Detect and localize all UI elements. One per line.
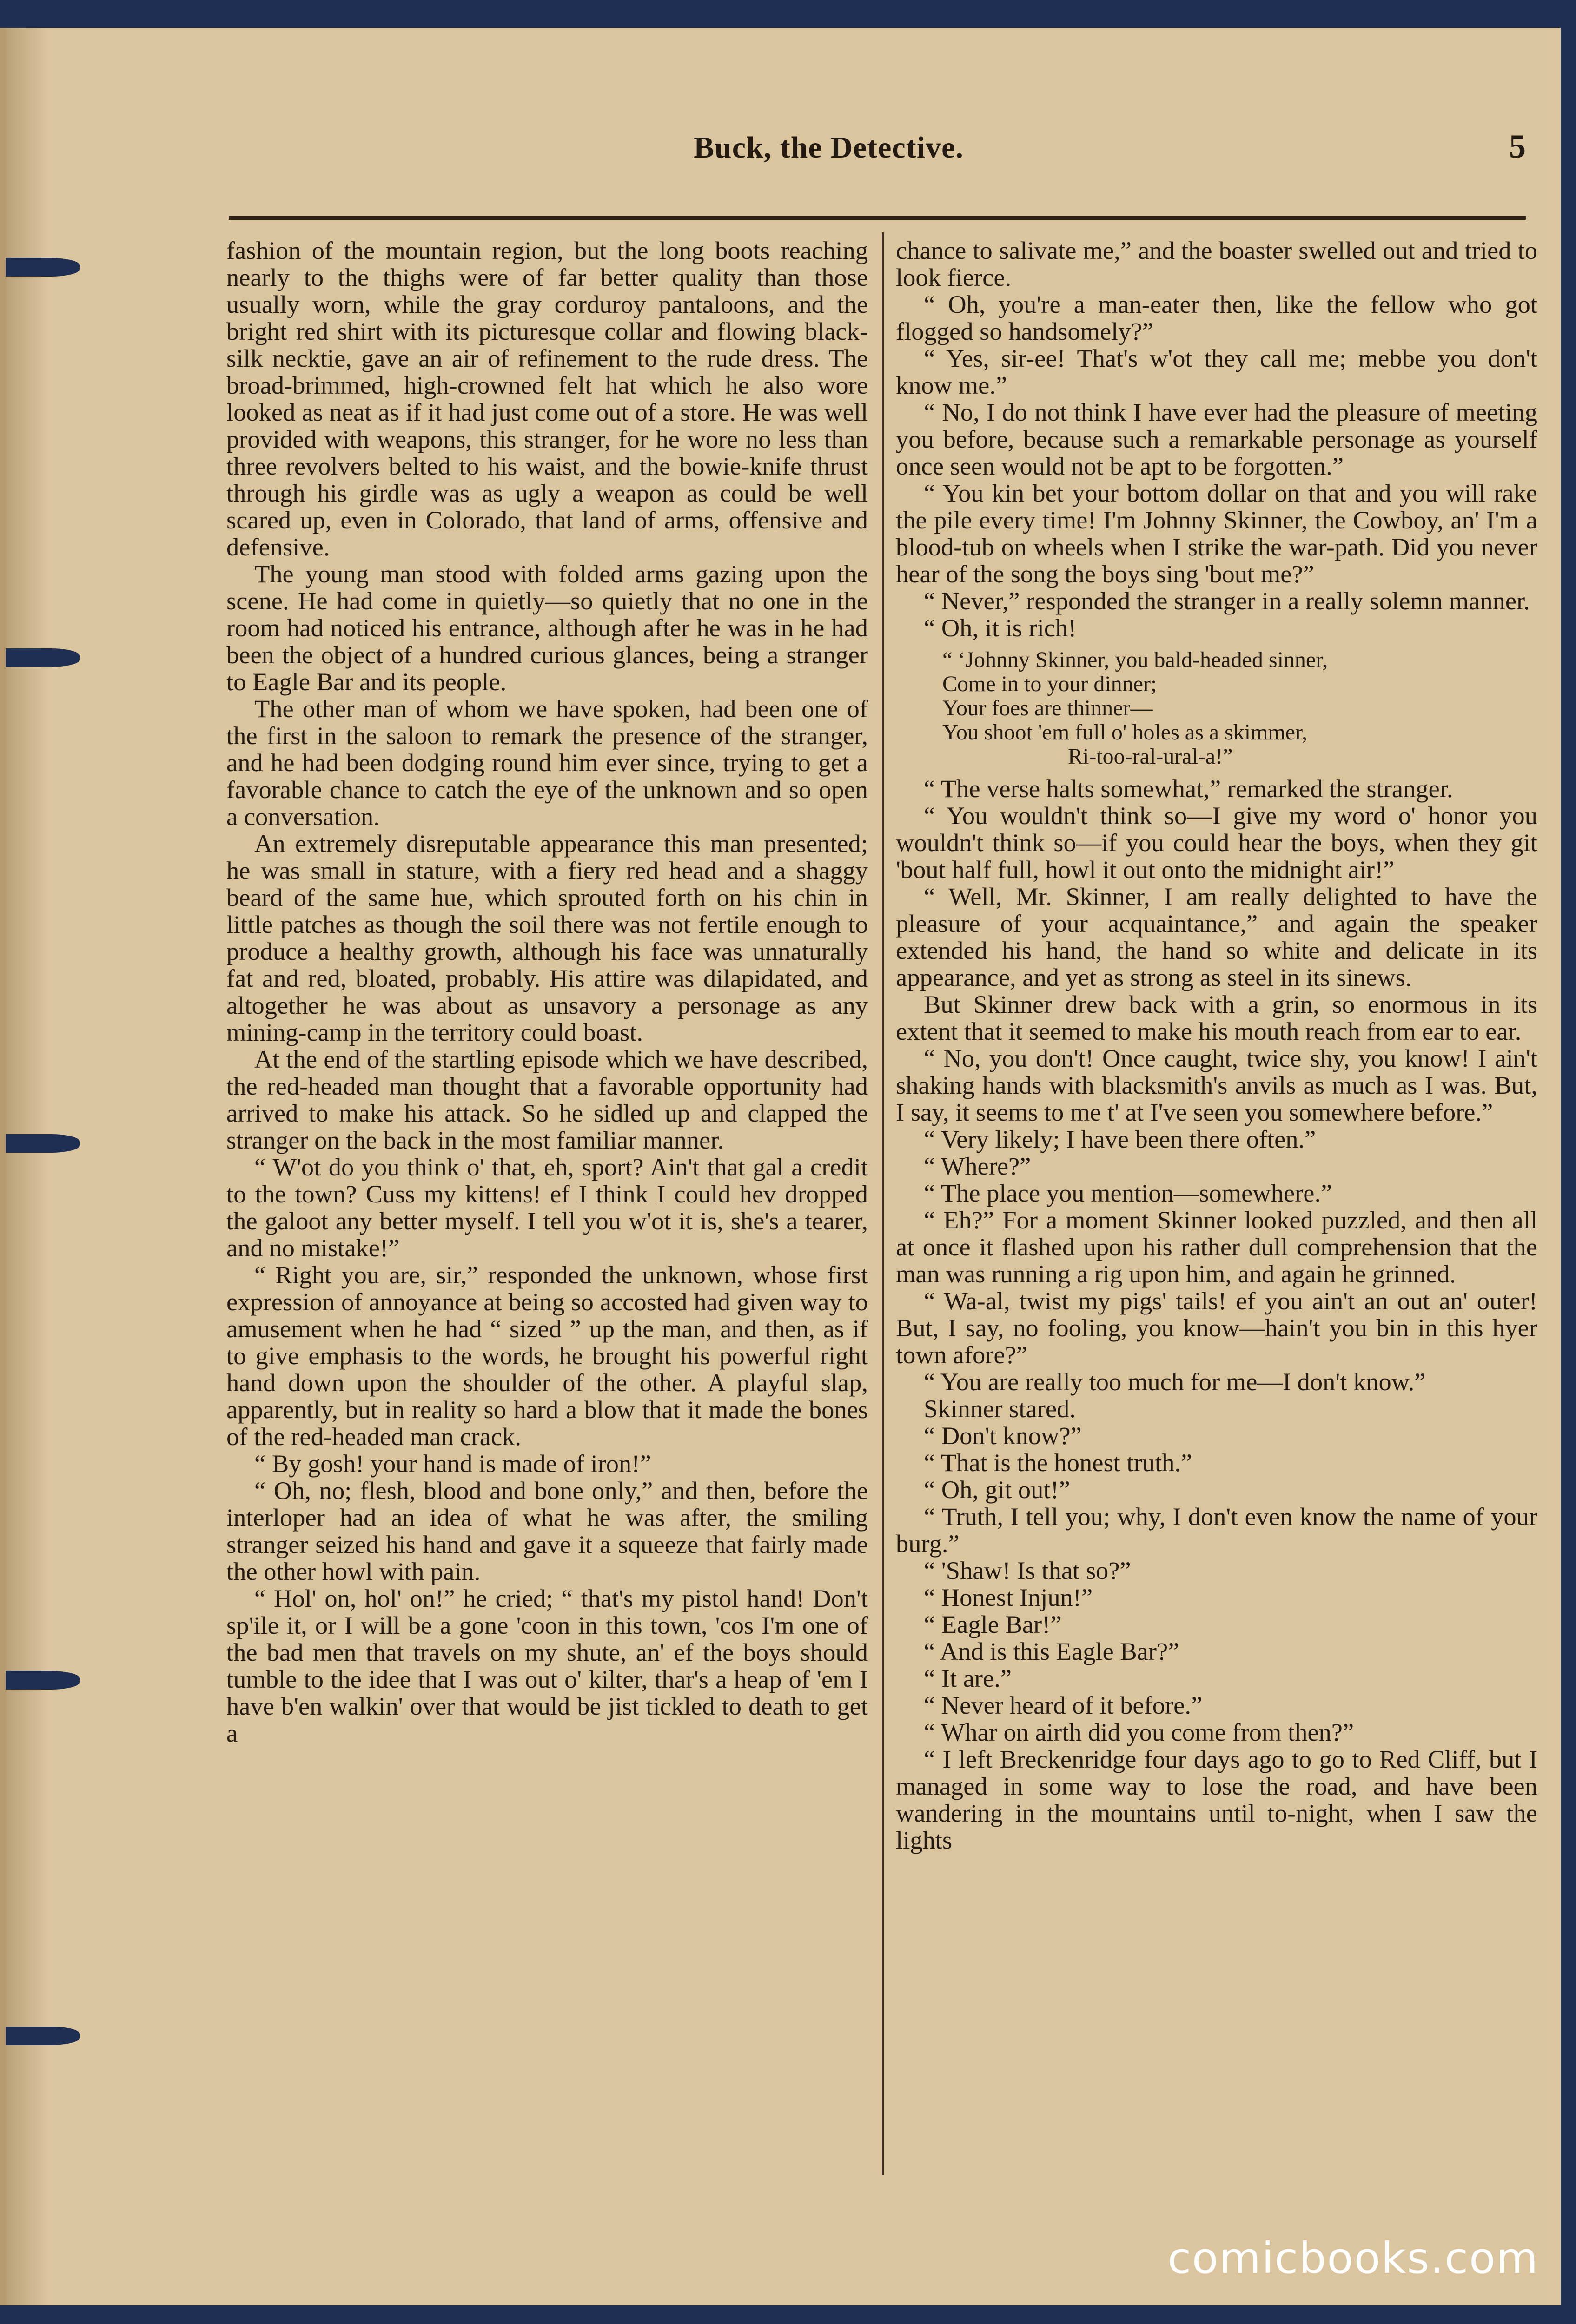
verse-line: Come in to your dinner;: [942, 672, 1157, 696]
paragraph: “ No, I do not think I have ever had the pleasure of meeting you before, because such a remarkable personage as yourself once seen would not be apt to be forgotten.”: [896, 398, 1537, 480]
paragraph: “ You are really too much for me—I don't know.”: [924, 1367, 1426, 1396]
paragraph: At the end of the startling episode which we have described, the red-headed man thought that a favorable opportunity had arrived to make his attack. So he sidled up and clapped the stranger on the back in the most familiar manner.: [226, 1045, 868, 1154]
paragraph: “ I left Breckenridge four days ago to go to Red Cliff, but I managed in some way to lose the road, and have been wandering in the mountains until to-night, when I saw the lights: [896, 1745, 1537, 1854]
paragraph: “ You kin bet your bottom dollar on that and you will rake the pile every time! I'm Johnny Skinner, the Cowboy, an' I'm a blood-tub on wheels when I strike the war-path. Did you never hear of the song the boys sing 'bout me?”: [896, 479, 1537, 588]
paragraph: “ Where?”: [924, 1152, 1031, 1180]
column-divider: [882, 232, 884, 2175]
paragraph: “ Wa-al, twist my pigs' tails! ef you ain't an out an' outer! But, I say, no fooling, you know—hain't you bin in this hyer town afore?”: [896, 1287, 1537, 1369]
paragraph: Skinner stared.: [924, 1394, 1076, 1423]
paragraph: But Skinner drew back with a grin, so enormous in its extent that it seemed to make his mouth reach from ear to ear.: [896, 990, 1537, 1045]
binding-hole: [6, 1134, 80, 1153]
binding-hole: [6, 648, 80, 667]
song-verse: [942, 648, 1537, 769]
paragraph: “ That is the honest truth.”: [924, 1448, 1192, 1477]
paragraph: “ Right you are, sir,” responded the unknown, whose first expression of annoyance at being so accosted had given way to amusement when he had “ sized ” up the man, and then, as if to give emphasis to the words, he brought his powerful right hand down upon the shoulder of the other. A playful slap, apparently, but in reality so hard a blow that it made the bones of the red-headed man crack.: [226, 1261, 868, 1451]
paragraph: “ W'ot do you think o' that, eh, sport? Ain't that gal a credit to the town? Cuss my kittens! ef I think I could hev dropped the galoot any better myself. I tell you w'ot it is, she's a tearer, and no mistake!”: [226, 1153, 868, 1262]
paragraph: “ The place you mention—somewhere.”: [924, 1179, 1332, 1207]
left-column: [226, 237, 868, 2171]
paragraph: “ No, you don't! Once caught, twice shy, you know! I ain't shaking hands with blacksmith's anvils as much as I was. But, I say, it seems to me t' at I've seen you somewhere before.”: [896, 1044, 1537, 1126]
paragraph: “ Eh?” For a moment Skinner looked puzzled, and then all at once it flashed upon his rather dull comprehension that the man was running a rig upon him, and again he grinned.: [896, 1206, 1537, 1288]
paragraph: “ Truth, I tell you; why, I don't even know the name of your burg.”: [896, 1502, 1537, 1558]
verse-line: Your foes are thinner—: [942, 696, 1153, 720]
paragraph: “ 'Shaw! Is that so?”: [924, 1556, 1131, 1585]
site-watermark: comicbooks.com: [1167, 2233, 1539, 2283]
paragraph: “ Never heard of it before.”: [924, 1691, 1203, 1719]
paragraph: “ You wouldn't think so—I give my word o' honor you wouldn't think so—if you could hear the boys, when they git 'bout half full, howl it out onto the midnight air!”: [896, 801, 1537, 884]
spine-shadow: [6, 28, 47, 2305]
paragraph: “ Very likely; I have been there often.”: [924, 1125, 1316, 1153]
paragraph: An extremely disreputable appearance this man presented; he was small in stature, with a fiery red head and a shaggy beard of the same hue, which sprouted forth on his chin in little patches as though the soil there was not fertile enough to produce a healthy growth, although his face was unnaturally fat and red, bloated, probably. His attire was dilapidated, and altogether he was about as unsavory a personage as any mining-camp in the territory could boast.: [226, 829, 868, 1046]
paragraph: “ And is this Eagle Bar?”: [924, 1637, 1179, 1665]
paragraph: The young man stood with folded arms gazing upon the scene. He had come in quietly—so quietly that no one in the room had noticed his entrance, although after he was in he had been the object of a hundred curious glances, being a stranger to Eagle Bar and its people.: [226, 560, 868, 696]
paragraph: “ Yes, sir-ee! That's w'ot they call me; mebbe you don't know me.”: [896, 344, 1537, 399]
paragraph: “ Oh, no; flesh, blood and bone only,” and then, before the interloper had an idea of what he was after, the smiling stranger seized his hand and gave it a squeeze that fairly made the other howl with pain.: [226, 1476, 868, 1585]
binding-hole: [6, 258, 80, 277]
running-title: Buck, the Detective.: [694, 131, 964, 165]
paragraph: “ The verse halts somewhat,” remarked the stranger.: [924, 774, 1453, 803]
paragraph: chance to salivate me,” and the boaster swelled out and tried to look fierce.: [896, 237, 1537, 291]
paragraph: “ Don't know?”: [924, 1421, 1082, 1450]
paragraph: “ It are.”: [924, 1664, 1012, 1692]
page-number: 5: [1509, 128, 1526, 165]
binding-hole: [6, 1671, 80, 1690]
paragraph: “ Oh, git out!”: [924, 1475, 1070, 1504]
paragraph: The other man of whom we have spoken, had been one of the first in the saloon to remark the presence of the stranger, and he had been dodging round him ever since, trying to get a favorable chance to catch the eye of the unknown and so open a conversation.: [226, 694, 868, 831]
paragraph: “ Oh, it is rich!: [924, 614, 1077, 642]
verse-line: “ ‘Johnny Skinner, you bald-headed sinner,: [942, 647, 1328, 672]
paragraph: “ Whar on airth did you come from then?”: [924, 1718, 1354, 1746]
paragraph: “ Well, Mr. Skinner, I am really delighted to have the pleasure of your acquaintance,” and again the speaker extended his hand, the hand so white and delicate in its appearance, and yet as strong as steel in its sinews.: [896, 882, 1537, 991]
verse-line: You shoot 'em full o' holes as a skimmer,: [942, 720, 1308, 745]
paragraph: “ Eagle Bar!”: [924, 1610, 1062, 1638]
header-rule: [229, 216, 1526, 220]
paragraph: “ Oh, you're a man-eater then, like the fellow who got flogged so handsomely?”: [896, 290, 1537, 345]
paragraph: “ By gosh! your hand is made of iron!”: [254, 1449, 651, 1478]
paragraph: “ Honest Injun!”: [924, 1583, 1093, 1611]
right-column: [896, 237, 1537, 2171]
binding-hole: [6, 2027, 80, 2045]
paragraph: fashion of the mountain region, but the long boots reaching nearly to the thighs were of far better quality than those usually worn, while the gray corduroy pantaloons, and the bright red shirt with its picturesque collar and flowing black-silk necktie, gave an air of refinement to the rude dress. The broad-brimmed, high-crowned felt hat which he also wore looked as neat as if it had just come out of a store. He was well provided with weapons, this stranger, for he wore no less than three revolvers belted to his waist, and the bowie-knife thrust through his girdle was as ugly a weapon as could be well scared up, even in Colorado, that land of arms, offensive and defensive.: [226, 237, 868, 561]
page-header: [229, 130, 1540, 181]
verse-line: Ri-too-ral-ural-a!”: [1068, 744, 1233, 769]
paragraph: “ Hol' on, hol' on!” he cried; “ that's my pistol hand! Don't sp'ile it, or I will be a gone 'coon in this town, 'cos I'm one of the bad men that travels on my shute, an' ef the boys should tumble to the idee that I was out o' kilter, thar's a heap of 'em I have b'en walkin' over that would be jist tickled to death to get a: [226, 1584, 868, 1747]
paragraph: “ Never,” responded the stranger in a really solemn manner.: [924, 587, 1530, 615]
magazine-page: [0, 28, 1561, 2305]
